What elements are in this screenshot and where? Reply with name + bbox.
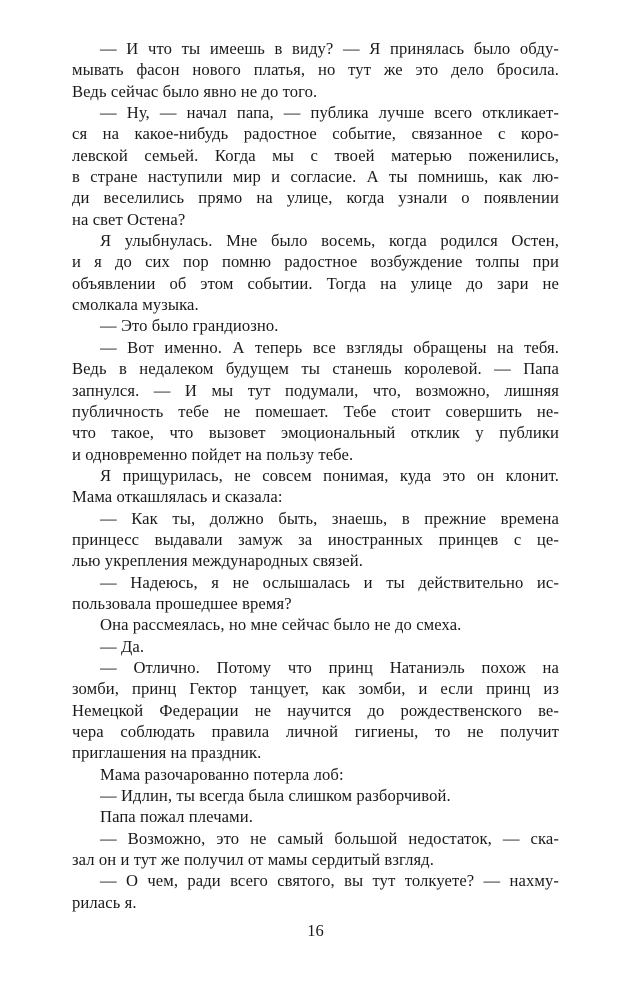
text-line: — Ну, — начал папа, — публика лучше всего откликает- (100, 103, 559, 123)
text-line: что такое, что вызовет эмоциональный отклик у публики (72, 423, 559, 443)
text-line: ди веселились прямо на улице, когда узнали о появлении (72, 188, 559, 208)
text-line: Немецкой Федерации не научится до рождественского ве- (72, 700, 559, 720)
text-line: — И что ты имеешь в виду? — Я принялась было обду- (100, 39, 559, 58)
text-line: зомби, принц Гектор танцует, как зомби, и если принц из (72, 679, 559, 699)
text-line: — Идлин, ты всегда была слишком разборчивой. (100, 786, 451, 806)
text-line: — Вот именно. А теперь все взгляды обращены на тебя. (100, 337, 559, 357)
paragraph (72, 465, 559, 508)
text-line: чера соблюдать правила личной гигиены, то не получит (72, 722, 559, 741)
text-line: — О чем, ради всего святого, вы тут толкуете? — нахму- (100, 871, 559, 891)
paragraph (72, 636, 559, 657)
paragraph (72, 572, 559, 615)
paragraph (72, 508, 559, 572)
paragraph (72, 102, 559, 230)
text-line: Ведь в недалеком будущем ты станешь королевой. — Папа (72, 359, 559, 379)
paragraph (72, 657, 559, 764)
text-line: ся на какое-нибудь радостное событие, связанное с коро- (72, 124, 559, 144)
paragraph (72, 764, 559, 785)
text-line: приглашения на праздник. (72, 743, 262, 763)
paragraph (72, 337, 559, 465)
text-line: смолкала музыка. (72, 295, 199, 315)
text-line: пользовала прошедшее время? (72, 593, 292, 613)
paragraph (72, 38, 559, 102)
text-line: — Отлично. Потому что принц Натаниэль похож на (100, 657, 559, 677)
text-line: — Как ты, должно быть, знаешь, в прежние времена (100, 508, 559, 528)
text-line: рилась я. (72, 892, 137, 912)
text-line: лью укрепления международных связей. (72, 551, 363, 571)
text-line: объявлении об этом событии. Тогда на улице до зари не (72, 273, 559, 293)
page-number: 16 (307, 921, 324, 940)
text-line: Я улыбнулась. Мне было восемь, когда родился Остен, (100, 231, 559, 251)
text-line: Мама разочарованно потерла лоб: (100, 764, 344, 784)
text-line: публичность тебе не помешает. Тебе стоит совершить не- (72, 401, 559, 421)
text-line: — Да. (100, 636, 145, 656)
text-line: и я до сих пор помню радостное возбуждение толпы при (72, 252, 559, 272)
text-line: принцесс выдавали замуж за иностранных принцев с це- (72, 529, 559, 549)
text-line: Мама откашлялась и сказала: (72, 487, 283, 507)
paragraph (72, 230, 559, 315)
text-line: в стране наступили мир и согласие. А ты помнишь, как лю- (72, 167, 559, 187)
text-line: — Это было грандиозно. (100, 316, 279, 336)
paragraph (72, 828, 559, 871)
text-line: на свет Остена? (72, 209, 186, 229)
paragraph (72, 785, 559, 806)
text-line: Я прищурилась, не совсем понимая, куда это он клонит. (100, 465, 559, 485)
text-line: левской семьей. Когда мы с твоей матерью поженились, (72, 145, 559, 165)
paragraph (72, 614, 559, 635)
paragraph (72, 806, 559, 827)
text-line: — Возможно, это не самый большой недостаток, — ска- (100, 828, 559, 848)
text-line: Ведь сейчас было явно не до того. (72, 81, 318, 101)
text-line: запнулся. — И мы тут подумали, что, возможно, лишняя (72, 380, 559, 400)
text-line: мывать фасон нового платья, но тут же это дело бросила. (72, 60, 559, 80)
text-line: — Надеюсь, я не ослышалась и ты действительно ис- (100, 572, 559, 592)
paragraph (72, 870, 559, 913)
text-line: зал он и тут же получил от мамы сердитый взгляд. (72, 850, 434, 870)
paragraph (72, 315, 559, 336)
text-line: Папа пожал плечами. (100, 807, 253, 827)
text-line: и одновременно пойдет на пользу тебе. (72, 444, 354, 464)
page-text (72, 38, 559, 913)
text-line: Она рассмеялась, но мне сейчас было не до смеха. (100, 615, 462, 635)
